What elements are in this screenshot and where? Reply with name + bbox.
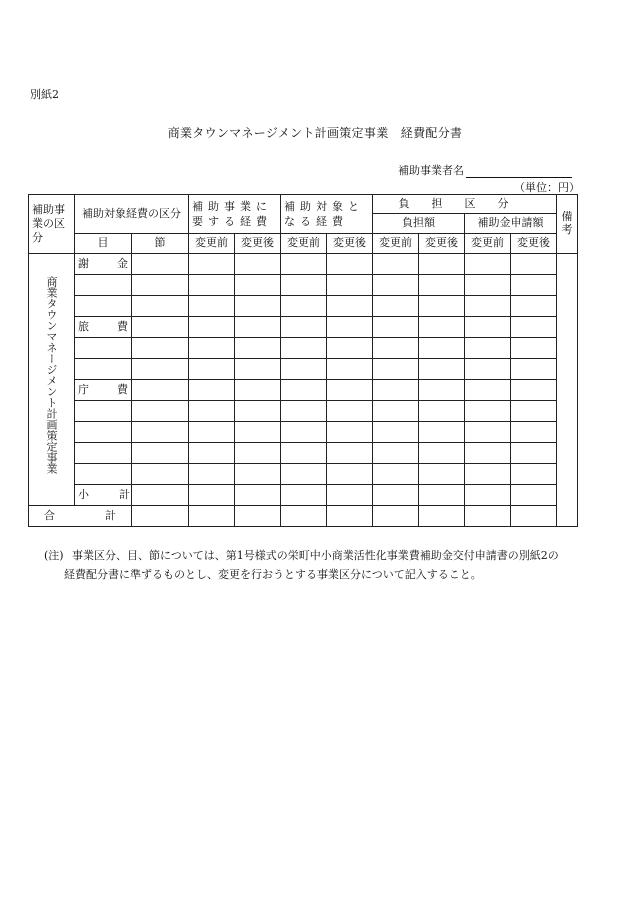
value-cell[interactable] [281, 254, 327, 275]
value-cell[interactable] [281, 317, 327, 338]
value-cell[interactable] [511, 275, 557, 296]
value-cell[interactable] [373, 485, 419, 506]
item-cell: 庁費 [75, 380, 132, 401]
value-cell[interactable] [235, 464, 281, 485]
value-cell[interactable] [419, 275, 465, 296]
document-title: 商業タウンマネージメント計画策定事業 経費配分書 [167, 126, 463, 140]
header-burden-amount: 負担額 [373, 214, 465, 234]
value-cell[interactable] [373, 464, 419, 485]
value-cell[interactable] [511, 380, 557, 401]
value-cell[interactable] [189, 338, 235, 359]
value-cell[interactable] [327, 464, 373, 485]
value-cell[interactable] [189, 506, 235, 527]
value-cell[interactable] [419, 443, 465, 464]
value-cell[interactable] [511, 422, 557, 443]
document-label: 別紙2 [30, 88, 59, 101]
value-cell[interactable] [373, 422, 419, 443]
value-cell[interactable] [327, 275, 373, 296]
value-cell[interactable] [511, 485, 557, 506]
item-cell[interactable] [75, 338, 132, 359]
value-cell[interactable] [281, 338, 327, 359]
setsu-cell[interactable] [132, 380, 189, 401]
setsu-cell[interactable] [132, 464, 189, 485]
value-cell[interactable] [281, 275, 327, 296]
header-eligible-cost: 補助対象となる経費 [281, 195, 373, 234]
value-cell[interactable] [327, 506, 373, 527]
value-cell[interactable] [511, 317, 557, 338]
setsu-cell[interactable] [132, 422, 189, 443]
value-cell[interactable] [465, 254, 511, 275]
value-cell[interactable] [511, 296, 557, 317]
value-cell[interactable] [235, 359, 281, 380]
setsu-cell[interactable] [132, 254, 189, 275]
value-cell[interactable] [419, 485, 465, 506]
header-expense-category: 補助対象経費の区分 [75, 195, 189, 234]
value-cell[interactable] [465, 485, 511, 506]
value-cell[interactable] [189, 254, 235, 275]
value-cell[interactable] [511, 359, 557, 380]
footnote-mark: (注) [44, 549, 64, 562]
footnote [44, 546, 604, 584]
setsu-cell[interactable] [132, 485, 189, 506]
setsu-cell[interactable] [132, 359, 189, 380]
value-cell[interactable] [281, 380, 327, 401]
value-cell[interactable] [511, 401, 557, 422]
value-cell[interactable] [419, 464, 465, 485]
value-cell[interactable] [327, 296, 373, 317]
value-cell[interactable] [235, 506, 281, 527]
value-cell[interactable] [373, 506, 419, 527]
value-cell[interactable] [189, 443, 235, 464]
value-cell[interactable] [327, 401, 373, 422]
header-moku: 目 [75, 234, 132, 254]
value-cell[interactable] [235, 296, 281, 317]
value-cell[interactable] [419, 401, 465, 422]
value-cell[interactable] [327, 380, 373, 401]
value-cell[interactable] [189, 485, 235, 506]
header-subsidy-before: 変更前 [465, 234, 511, 254]
value-cell[interactable] [327, 485, 373, 506]
value-cell[interactable] [189, 380, 235, 401]
value-cell[interactable] [189, 401, 235, 422]
value-cell[interactable] [373, 359, 419, 380]
value-cell[interactable] [373, 380, 419, 401]
item-cell[interactable] [75, 275, 132, 296]
setsu-cell[interactable] [132, 443, 189, 464]
remarks-cell[interactable] [557, 254, 578, 527]
value-cell[interactable] [189, 359, 235, 380]
header-category: 補助事業の区分 [29, 195, 75, 254]
item-cell[interactable] [75, 296, 132, 317]
value-cell[interactable] [511, 338, 557, 359]
setsu-cell[interactable] [132, 506, 189, 527]
value-cell[interactable] [419, 506, 465, 527]
value-cell[interactable] [511, 464, 557, 485]
value-cell[interactable] [511, 506, 557, 527]
value-cell[interactable] [327, 422, 373, 443]
value-cell[interactable] [465, 401, 511, 422]
value-cell[interactable] [281, 464, 327, 485]
value-cell[interactable] [327, 359, 373, 380]
value-cell[interactable] [281, 443, 327, 464]
value-cell[interactable] [419, 380, 465, 401]
unit-label: （単位：円） [514, 181, 580, 194]
value-cell[interactable] [419, 422, 465, 443]
header-burden-division: 負担区分 [373, 195, 557, 214]
setsu-cell[interactable] [132, 317, 189, 338]
expense-allocation-table [28, 194, 578, 527]
value-cell[interactable] [511, 254, 557, 275]
footnote-line-2: 経費配分書に準ずるものとし、変更を行おうとする事業区分について記入すること。 [64, 568, 482, 581]
value-cell[interactable] [373, 338, 419, 359]
header-required-after: 変更後 [235, 234, 281, 254]
header-subsidy-after: 変更後 [511, 234, 557, 254]
value-cell[interactable] [465, 296, 511, 317]
value-cell[interactable] [511, 443, 557, 464]
value-cell[interactable] [189, 317, 235, 338]
value-cell[interactable] [419, 338, 465, 359]
value-cell[interactable] [373, 317, 419, 338]
setsu-cell[interactable] [132, 275, 189, 296]
value-cell[interactable] [281, 422, 327, 443]
value-cell[interactable] [189, 275, 235, 296]
value-cell[interactable] [327, 317, 373, 338]
value-cell[interactable] [373, 296, 419, 317]
value-cell[interactable] [281, 359, 327, 380]
value-cell[interactable] [373, 401, 419, 422]
value-cell[interactable] [281, 296, 327, 317]
setsu-cell[interactable] [132, 338, 189, 359]
value-cell[interactable] [465, 443, 511, 464]
item-cell[interactable] [75, 422, 132, 443]
value-cell[interactable] [419, 296, 465, 317]
header-eligible-after: 変更後 [327, 234, 373, 254]
item-cell[interactable] [75, 401, 132, 422]
total-cell: 合計 [29, 506, 132, 527]
item-cell[interactable] [75, 359, 132, 380]
value-cell[interactable] [327, 254, 373, 275]
value-cell[interactable] [281, 506, 327, 527]
value-cell[interactable] [235, 380, 281, 401]
value-cell[interactable] [373, 275, 419, 296]
header-subsidy-request: 補助金申請額 [465, 214, 557, 234]
applicant-name-field [398, 162, 572, 178]
value-cell[interactable] [281, 485, 327, 506]
value-cell[interactable] [235, 422, 281, 443]
applicant-name-label: 補助事業者名 [398, 164, 464, 177]
item-cell: 謝金 [75, 254, 132, 275]
value-cell[interactable] [235, 317, 281, 338]
value-cell[interactable] [419, 359, 465, 380]
value-cell[interactable] [189, 296, 235, 317]
item-cell: 旅費 [75, 317, 132, 338]
project-name: 商業タウンマネージメント計画策定事業 [45, 276, 58, 474]
value-cell[interactable] [465, 317, 511, 338]
value-cell[interactable] [189, 422, 235, 443]
value-cell[interactable] [465, 338, 511, 359]
value-cell[interactable] [373, 254, 419, 275]
setsu-cell[interactable] [132, 401, 189, 422]
value-cell[interactable] [235, 338, 281, 359]
value-cell[interactable] [235, 254, 281, 275]
item-cell[interactable] [75, 443, 132, 464]
value-cell[interactable] [235, 443, 281, 464]
value-cell[interactable] [189, 464, 235, 485]
value-cell[interactable] [235, 401, 281, 422]
value-cell[interactable] [281, 401, 327, 422]
value-cell[interactable] [465, 380, 511, 401]
value-cell[interactable] [465, 359, 511, 380]
value-cell[interactable] [235, 275, 281, 296]
value-cell[interactable] [465, 506, 511, 527]
value-cell[interactable] [235, 485, 281, 506]
value-cell[interactable] [327, 443, 373, 464]
header-eligible-before: 変更前 [281, 234, 327, 254]
value-cell[interactable] [465, 275, 511, 296]
value-cell[interactable] [465, 422, 511, 443]
setsu-cell[interactable] [132, 296, 189, 317]
header-required-cost: 補助事業に要する経費 [189, 195, 281, 234]
header-setsu: 節 [132, 234, 189, 254]
header-remarks: 備考 [557, 195, 578, 254]
subtotal-cell: 小計 [75, 485, 132, 506]
value-cell[interactable] [327, 338, 373, 359]
project-name-cell [29, 254, 75, 506]
item-cell[interactable] [75, 464, 132, 485]
value-cell[interactable] [465, 464, 511, 485]
footnote-line-1: 事業区分、目、節については、第1号様式の栄町中小商業活性化事業費補助金交付申請書の別紙2の [72, 549, 559, 562]
value-cell[interactable] [373, 443, 419, 464]
header-burden-after: 変更後 [419, 234, 465, 254]
value-cell[interactable] [419, 317, 465, 338]
header-burden-before: 変更前 [373, 234, 419, 254]
header-required-before: 変更前 [189, 234, 235, 254]
value-cell[interactable] [419, 254, 465, 275]
applicant-name-line[interactable] [466, 165, 572, 178]
